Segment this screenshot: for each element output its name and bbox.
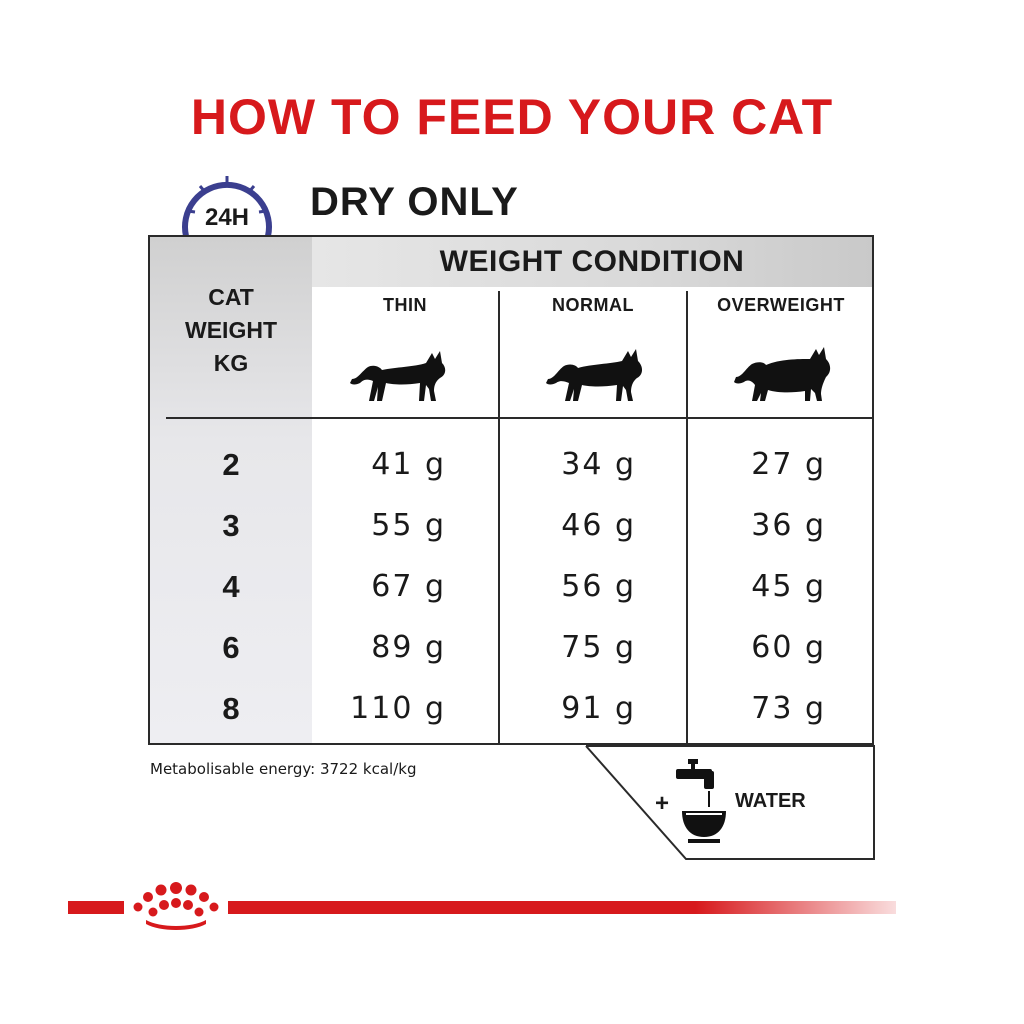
table-cell: 45 g	[751, 569, 826, 604]
table-cell: 75 g	[561, 630, 636, 665]
column-header-thin: THIN	[383, 295, 427, 315]
table-cell: 110 g	[350, 691, 446, 726]
weight-2-kg: 2	[222, 447, 240, 482]
table-cell: 67 g	[371, 569, 446, 604]
cat-overweight-icon	[730, 337, 840, 407]
table-cell: 60 g	[751, 630, 826, 665]
feeding-type-heading: DRY ONLY	[310, 180, 519, 224]
water-label: WATER	[735, 790, 806, 812]
header-divider	[166, 417, 874, 419]
column-header-overweight: OVERWEIGHT	[717, 295, 845, 315]
water-tap-bowl-icon	[674, 757, 734, 847]
table-cell: 73 g	[751, 691, 826, 726]
weight-condition-header: WEIGHT CONDITION	[439, 245, 745, 278]
table-cell: 91 g	[561, 691, 636, 726]
table-cell: 55 g	[371, 508, 446, 543]
table-cell: 36 g	[751, 508, 826, 543]
weight-3-kg: 3	[222, 508, 240, 543]
cat-normal-icon	[542, 337, 652, 407]
clock-label: 24H	[204, 204, 250, 231]
plus-sign: +	[655, 790, 670, 817]
table-cell: 56 g	[561, 569, 636, 604]
feeding-table	[148, 235, 874, 745]
table-cell: 34 g	[561, 447, 636, 482]
weight-8-kg: 8	[222, 691, 240, 726]
column-divider	[686, 291, 688, 745]
brand-line-left	[68, 901, 124, 914]
royal-canin-crown-logo	[128, 878, 224, 932]
weight-4-kg: 4	[222, 569, 240, 604]
weight-6-kg: 6	[222, 630, 240, 665]
column-divider	[498, 291, 500, 745]
table-cell: 27 g	[751, 447, 826, 482]
brand-line-right	[228, 901, 896, 914]
cat-thin-icon	[346, 337, 456, 407]
table-cell: 46 g	[561, 508, 636, 543]
cat-weight-kg-header: CAT WEIGHT KG	[185, 284, 277, 376]
page-title: HOW TO FEED YOUR CAT	[190, 89, 834, 145]
column-header-normal: NORMAL	[552, 295, 634, 315]
table-cell: 41 g	[371, 447, 446, 482]
table-cell: 89 g	[371, 630, 446, 665]
metabolisable-energy-note: Metabolisable energy: 3722 kcal/kg	[150, 760, 417, 778]
